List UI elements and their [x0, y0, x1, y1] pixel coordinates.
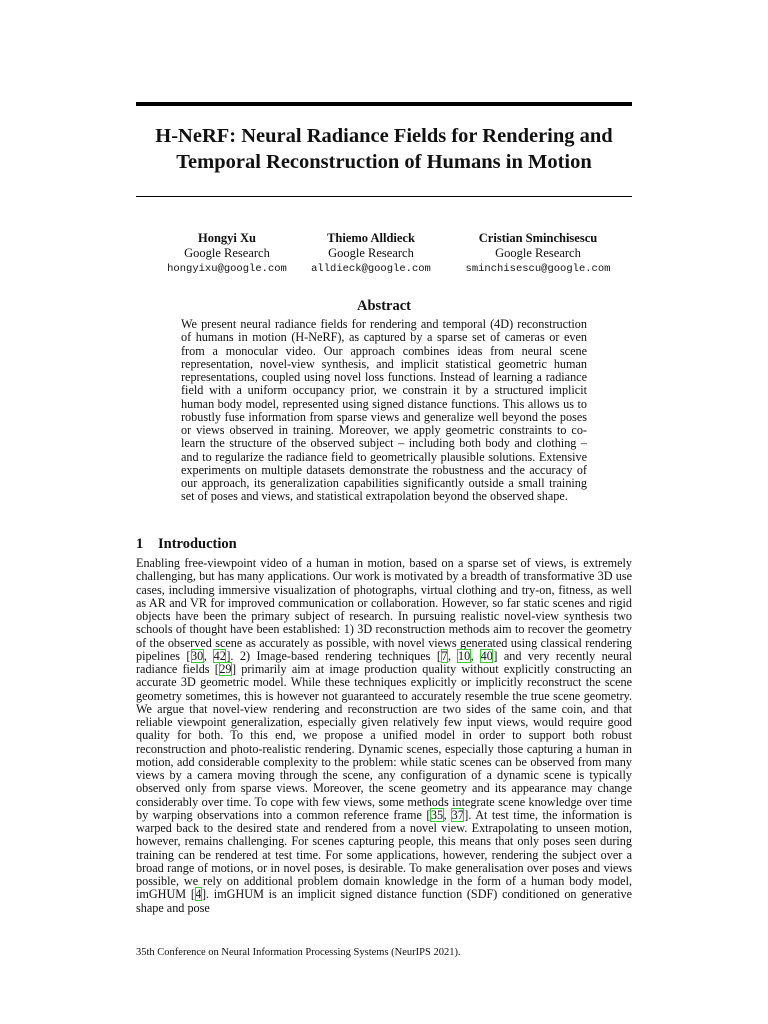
author-affiliation: Google Research — [184, 246, 270, 260]
section-number: 1 — [136, 536, 144, 552]
title-top-rule — [136, 102, 632, 106]
section-heading-introduction — [136, 535, 632, 553]
introduction-paragraph — [136, 557, 632, 915]
intro-text: ]. 2) Image-based rendering techniques [ — [226, 648, 441, 663]
abstract-text: We present neural radiance fields for rendering and temporal (4D) reconstruction of humans in motion (H-NeRF), as captured by a sparse set of cameras or even from a monocular video. Our approach combines ideas from neural scene representation, novel-view synthesis, and implicit statistical geometric human representations, coupled using novel loss functions. Instead of learning a radiance field with a uniform occupancy prior, we constrain it by a structured implicit human body model, represented using signed distance functions. This allows us to robustly fuse information from sparse views and generalize well beyond the poses or views observed in training. Moreover, we apply geometric constraints to co-learn the structure of the observed subject – including both body and clothing – and to regularize the radiance field to geometrically plausible solutions. Extensive experiments on multiple datasets demonstrate the robustness and the accuracy of our approach, its generalization capabilities significantly outside a small training set of poses and views, and statistical extrapolation beyond the observed shape. — [181, 317, 587, 504]
title-bottom-rule — [136, 196, 632, 197]
intro-text: , — [443, 807, 452, 822]
conference-footnote: 35th Conference on Neural Information Processing Systems (NeurIPS 2021). — [136, 947, 461, 958]
author-email[interactable]: hongyixu@google.com — [167, 263, 287, 275]
intro-text: , — [470, 648, 481, 663]
intro-text: ] and very recently neural radiance fields [ — [136, 648, 633, 676]
paper-title: H-NeRF: Neural Radiance Fields for Rendering and Temporal Reconstruction of Humans in Motion — [155, 125, 613, 173]
citation-link[interactable]: 35 — [430, 807, 444, 822]
intro-text: ]. At test time, the information is warped back to the desired state and rendered from a novel view. Extrapolating to unseen motion, however, remains challenging. For scenes capturing people, this means that only poses seen during training can be rendered at test time. For some applications, however, rendering the subject over a broad range of motions, or in novel poses, is desirable. To make generalisation over poses and views possible, we rely on additional problem domain knowledge in the form of a human body model, imGHUM [ — [136, 807, 632, 902]
author-email[interactable]: sminchisescu@google.com — [465, 263, 611, 275]
author-affiliation: Google Research — [495, 246, 581, 260]
citation-link[interactable]: 37 — [451, 807, 464, 822]
citation-link[interactable]: 7 — [441, 648, 448, 663]
intro-text: ] primarily aim at image production quality without explicitly constructing an accurate 3D geometric model. While these techniques explicitly or implicitly reconstruct the scene geometry sometimes, this is however not guaranteed to accurately resemble the true scene geometry. We argue that novel-view rendering and reconstruction are two sides of the same coin, and that reliable viewpoint generalization, especially given relatively few input views, would require good quality for both. To this end, we propose a unified model in order to support both robust reconstruction and photo-realistic rendering. Dynamic scenes, especially those capturing a human in motion, add considerable complexity to the problem: while static scenes can be observed from many views by a camera moving through the scene, any configuration of a dynamic scene is typically observed only from sparse views. Moreover, the scene geometry and its appearance may change considerably over time. To cope with few views, some methods integrate scene knowledge over time by warping observations into a common reference frame [ — [136, 662, 633, 822]
author-name: Thiemo Alldieck — [327, 231, 415, 245]
citation-link[interactable]: 29 — [219, 662, 232, 676]
intro-text: , — [447, 648, 458, 663]
intro-text: Enabling free-viewpoint video of a human in motion, based on a sparse set of views, is extremely challenging, but has many applications. Our work is motivated by a breadth of transformative 3D use cases, including immersive visualization of photographs, virtual clothing and try-on, fitness, as well as AR and VR for improved communication or collaboration. However, so far static scenes and rigid objects have been the primary subject of research. In pursuing realistic novel-view synthesis two schools of thought have been established: 1) 3D reconstruction methods aim to recover the geometry of the observed scene as accurately as possible, with novel views generated using classical rendering pipelines [ — [136, 556, 632, 663]
citation-link[interactable]: 4 — [195, 887, 202, 902]
intro-text: ]. imGHUM is an implicit signed distance function (SDF) conditioned on generative shape and pose — [136, 887, 632, 915]
section-title: Introduction — [158, 536, 237, 552]
abstract-heading: Abstract — [357, 298, 411, 314]
citation-link[interactable]: 10 — [457, 648, 471, 663]
author-email[interactable]: alldieck@google.com — [311, 263, 431, 275]
author-name: Hongyi Xu — [197, 231, 256, 245]
author-affiliation: Google Research — [328, 246, 414, 260]
citation-link[interactable]: 42 — [213, 648, 226, 663]
author-3 — [453, 231, 623, 277]
citation-link[interactable]: 40 — [480, 648, 493, 663]
citation-link[interactable]: 30 — [191, 648, 204, 663]
author-2 — [286, 231, 456, 277]
intro-text: , — [203, 648, 214, 663]
author-name: Cristian Sminchisescu — [478, 231, 598, 245]
